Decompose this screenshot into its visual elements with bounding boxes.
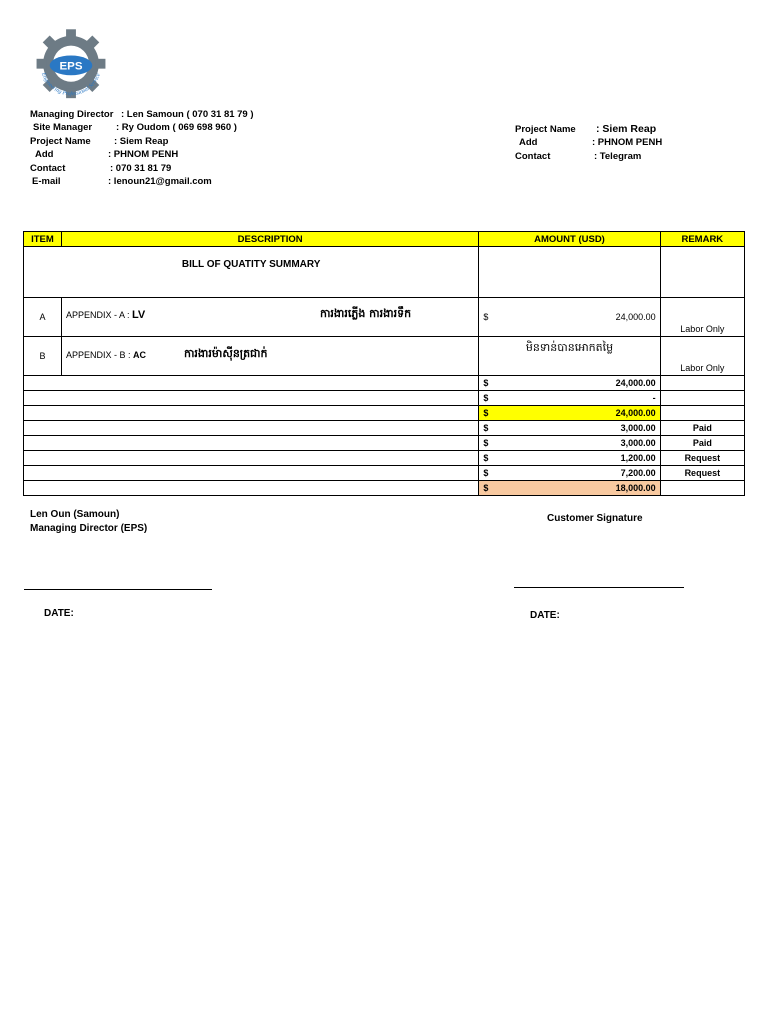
info-value-contact: : 070 31 81 79 (110, 162, 172, 174)
header-item: ITEM (24, 232, 62, 247)
header-remark: REMARK (660, 232, 744, 247)
info-label-project-name: Project Name (30, 135, 91, 147)
appendix-b-remark: Labor Only (660, 337, 744, 376)
signature-line-left (24, 589, 212, 590)
eps-logo (30, 26, 112, 108)
summary-remark: Paid (660, 421, 744, 436)
summary-currency: $ (483, 468, 489, 478)
info-value-project-name: : Siem Reap (114, 135, 169, 147)
appendix-b-label: APPENDIX - B : (65, 350, 131, 360)
project-value-name: : Siem Reap (596, 123, 657, 135)
summary-currency: $ (483, 378, 489, 388)
appendix-b-code: AC (132, 350, 146, 360)
summary-amount: 24,000.00 (615, 408, 656, 418)
appendix-b-khmer-note: មិនទាន់បានអោកតម្លៃ (525, 341, 614, 354)
appendix-a-khmer: ការងារភ្លើង ការងារទឹក (319, 307, 412, 320)
company-info (30, 108, 330, 188)
summary-amount: 3,000.00 (620, 423, 656, 433)
info-value-managing-director: : Len Samoun ( 070 31 81 79 ) (121, 109, 254, 120)
date-label-left: DATE: (44, 608, 74, 619)
summary-remark (660, 391, 744, 406)
table-row (24, 466, 745, 481)
appendix-a-label: APPENDIX - A : (65, 310, 130, 320)
table-title-row (24, 247, 745, 298)
summary-remark: Request (660, 466, 744, 481)
table-row (24, 436, 745, 451)
summary-amount: 18,000.00 (615, 483, 656, 493)
info-label-email: E-mail (32, 175, 61, 187)
boq-summary-table (23, 231, 745, 496)
summary-amount: 24,000.00 (615, 378, 656, 388)
summary-amount: - (652, 393, 656, 403)
project-label-contact: Contact (515, 150, 551, 162)
appendix-a-currency: $ (483, 312, 489, 322)
info-value-site-manager: : Ry Oudom ( 069 698 960 ) (116, 122, 237, 134)
info-label-add: Add (35, 149, 54, 161)
info-value-email: : lenoun21@gmail.com (108, 175, 212, 187)
project-value-contact: : Telegram (594, 150, 642, 162)
summary-amount: 7,200.00 (620, 468, 656, 478)
signatory-name: Len Oun (Samoun) (30, 509, 120, 520)
summary-remark (660, 376, 744, 391)
info-value-add: : PHNOM PENH (108, 149, 179, 161)
signature-line-right (514, 587, 684, 588)
project-label-name: Project Name (515, 124, 576, 135)
summary-remark (660, 406, 744, 421)
table-row (24, 376, 745, 391)
project-label-add: Add (519, 137, 538, 149)
summary-currency: $ (483, 408, 489, 418)
logo-text: EPS (59, 60, 83, 73)
summary-currency: $ (483, 483, 489, 493)
summary-remark: Request (660, 451, 744, 466)
summary-currency: $ (483, 438, 489, 448)
summary-remark (660, 481, 744, 496)
table-row (24, 391, 745, 406)
info-label-contact: Contact (30, 162, 66, 174)
appendix-a-remark: Labor Only (660, 298, 744, 337)
appendix-a-amount: 24,000.00 (615, 312, 656, 322)
appendix-b-item: B (24, 337, 62, 376)
table-row-appendix-a (24, 298, 745, 337)
customer-signature-label: Customer Signature (547, 513, 643, 524)
summary-currency: $ (483, 393, 489, 403)
table-title: BILL OF QUATITY SUMMARY (24, 247, 479, 298)
info-label-site-manager: Site Manager (33, 122, 93, 134)
table-row (24, 421, 745, 436)
signature-left (30, 508, 147, 536)
table-row-appendix-b (24, 337, 745, 376)
table-header-row (24, 232, 745, 247)
summary-rows (24, 376, 745, 496)
summary-currency: $ (483, 453, 489, 463)
appendix-b-khmer: ការងារម៉ាស៊ីនត្រជាក់ (183, 347, 268, 360)
appendix-a-code: LV (131, 309, 146, 321)
project-info (515, 123, 735, 163)
project-value-add: : PHNOM PENH (592, 137, 663, 149)
header-amount: AMOUNT (USD) (479, 232, 660, 247)
table-row (24, 406, 745, 421)
table-row (24, 451, 745, 466)
summary-amount: 1,200.00 (620, 453, 656, 463)
signatory-title: Managing Director (EPS) (30, 523, 148, 534)
logo-ring-text: Engineering Professional Service (39, 72, 102, 98)
table-row (24, 481, 745, 496)
summary-amount: 3,000.00 (620, 438, 656, 448)
summary-currency: $ (483, 423, 489, 433)
info-label-managing-director: Managing Director (30, 109, 114, 120)
date-label-right: DATE: (530, 610, 560, 621)
summary-remark: Paid (660, 436, 744, 451)
appendix-a-item: A (24, 298, 62, 337)
header-description: DESCRIPTION (61, 232, 478, 247)
